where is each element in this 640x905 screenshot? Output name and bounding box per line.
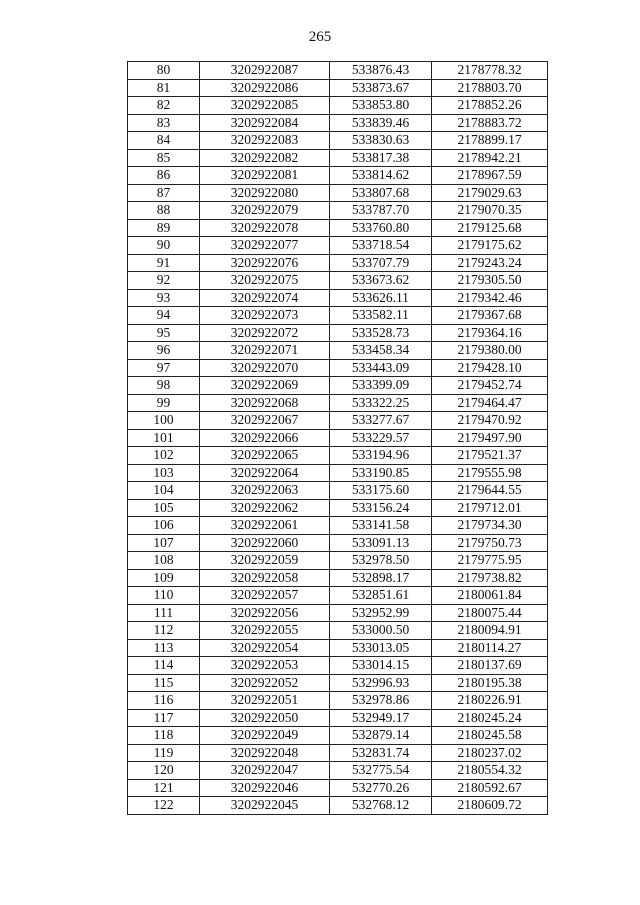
y-coordinate-cell: 2178852.26 (432, 97, 548, 115)
point-id-cell: 3202922085 (200, 97, 330, 115)
x-coordinate-cell: 533873.67 (330, 79, 432, 97)
point-id-cell: 3202922077 (200, 237, 330, 255)
point-number-cell: 115 (128, 674, 200, 692)
table-row (128, 254, 548, 272)
table-row (128, 359, 548, 377)
y-coordinate-cell: 2179243.24 (432, 254, 548, 272)
x-coordinate-cell: 532952.99 (330, 604, 432, 622)
x-coordinate-cell: 533175.60 (330, 482, 432, 500)
table-row (128, 132, 548, 150)
x-coordinate-cell: 533141.58 (330, 517, 432, 535)
y-coordinate-cell: 2179428.10 (432, 359, 548, 377)
table-row (128, 62, 548, 80)
x-coordinate-cell: 532996.93 (330, 674, 432, 692)
point-number-cell: 111 (128, 604, 200, 622)
y-coordinate-cell: 2179125.68 (432, 219, 548, 237)
x-coordinate-cell: 533839.46 (330, 114, 432, 132)
point-id-cell: 3202922054 (200, 639, 330, 657)
point-number-cell: 86 (128, 167, 200, 185)
y-coordinate-cell: 2179521.37 (432, 447, 548, 465)
y-coordinate-cell: 2179364.16 (432, 324, 548, 342)
x-coordinate-cell: 533000.50 (330, 622, 432, 640)
x-coordinate-cell: 533787.70 (330, 202, 432, 220)
point-id-cell: 3202922050 (200, 709, 330, 727)
x-coordinate-cell: 533458.34 (330, 342, 432, 360)
y-coordinate-cell: 2179305.50 (432, 272, 548, 290)
point-number-cell: 113 (128, 639, 200, 657)
table-row (128, 797, 548, 815)
point-id-cell: 3202922074 (200, 289, 330, 307)
y-coordinate-cell: 2179175.62 (432, 237, 548, 255)
y-coordinate-cell: 2179555.98 (432, 464, 548, 482)
point-id-cell: 3202922051 (200, 692, 330, 710)
y-coordinate-cell: 2179029.63 (432, 184, 548, 202)
x-coordinate-cell: 532770.26 (330, 779, 432, 797)
point-number-cell: 106 (128, 517, 200, 535)
y-coordinate-cell: 2179738.82 (432, 569, 548, 587)
point-id-cell: 3202922075 (200, 272, 330, 290)
point-number-cell: 90 (128, 237, 200, 255)
y-coordinate-cell: 2179734.30 (432, 517, 548, 535)
x-coordinate-cell: 533528.73 (330, 324, 432, 342)
point-id-cell: 3202922063 (200, 482, 330, 500)
y-coordinate-cell: 2178967.59 (432, 167, 548, 185)
point-id-cell: 3202922060 (200, 534, 330, 552)
point-number-cell: 92 (128, 272, 200, 290)
page-number: 265 (308, 29, 332, 45)
point-id-cell: 3202922066 (200, 429, 330, 447)
y-coordinate-cell: 2180609.72 (432, 797, 548, 815)
table-row (128, 657, 548, 675)
point-number-cell: 88 (128, 202, 200, 220)
table-row (128, 342, 548, 360)
x-coordinate-cell: 533807.68 (330, 184, 432, 202)
x-coordinate-cell: 532831.74 (330, 744, 432, 762)
point-number-cell: 119 (128, 744, 200, 762)
x-coordinate-cell: 533814.62 (330, 167, 432, 185)
table-row (128, 149, 548, 167)
point-id-cell: 3202922073 (200, 307, 330, 325)
x-coordinate-cell: 533014.15 (330, 657, 432, 675)
y-coordinate-cell: 2178899.17 (432, 132, 548, 150)
table-row (128, 394, 548, 412)
point-number-cell: 109 (128, 569, 200, 587)
point-id-cell: 3202922047 (200, 762, 330, 780)
y-coordinate-cell: 2178883.72 (432, 114, 548, 132)
table-row (128, 237, 548, 255)
y-coordinate-cell: 2179342.46 (432, 289, 548, 307)
table-row (128, 674, 548, 692)
x-coordinate-cell: 532768.12 (330, 797, 432, 815)
point-number-cell: 82 (128, 97, 200, 115)
point-id-cell: 3202922079 (200, 202, 330, 220)
table-row (128, 307, 548, 325)
table-row (128, 447, 548, 465)
point-number-cell: 93 (128, 289, 200, 307)
x-coordinate-cell: 533626.11 (330, 289, 432, 307)
x-coordinate-cell: 533156.24 (330, 499, 432, 517)
point-id-cell: 3202922057 (200, 587, 330, 605)
point-number-cell: 80 (128, 62, 200, 80)
point-number-cell: 87 (128, 184, 200, 202)
point-id-cell: 3202922087 (200, 62, 330, 80)
point-number-cell: 118 (128, 727, 200, 745)
point-number-cell: 89 (128, 219, 200, 237)
table-row (128, 517, 548, 535)
x-coordinate-cell: 533707.79 (330, 254, 432, 272)
point-number-cell: 117 (128, 709, 200, 727)
table-row (128, 219, 548, 237)
point-number-cell: 121 (128, 779, 200, 797)
point-id-cell: 3202922053 (200, 657, 330, 675)
table-row (128, 709, 548, 727)
coordinate-table-body (128, 62, 548, 815)
x-coordinate-cell: 533760.80 (330, 219, 432, 237)
coordinate-table (127, 61, 548, 815)
y-coordinate-cell: 2179367.68 (432, 307, 548, 325)
x-coordinate-cell: 533830.63 (330, 132, 432, 150)
x-coordinate-cell: 533194.96 (330, 447, 432, 465)
y-coordinate-cell: 2179750.73 (432, 534, 548, 552)
point-id-cell: 3202922080 (200, 184, 330, 202)
y-coordinate-cell: 2180245.58 (432, 727, 548, 745)
table-row (128, 184, 548, 202)
point-id-cell: 3202922076 (200, 254, 330, 272)
y-coordinate-cell: 2180554.32 (432, 762, 548, 780)
y-coordinate-cell: 2180245.24 (432, 709, 548, 727)
point-number-cell: 114 (128, 657, 200, 675)
x-coordinate-cell: 533229.57 (330, 429, 432, 447)
point-id-cell: 3202922081 (200, 167, 330, 185)
point-number-cell: 98 (128, 377, 200, 395)
point-id-cell: 3202922083 (200, 132, 330, 150)
point-number-cell: 100 (128, 412, 200, 430)
point-id-cell: 3202922070 (200, 359, 330, 377)
y-coordinate-cell: 2180226.91 (432, 692, 548, 710)
point-id-cell: 3202922082 (200, 149, 330, 167)
y-coordinate-cell: 2178778.32 (432, 62, 548, 80)
y-coordinate-cell: 2180114.27 (432, 639, 548, 657)
table-row (128, 604, 548, 622)
x-coordinate-cell: 533876.43 (330, 62, 432, 80)
point-number-cell: 91 (128, 254, 200, 272)
table-row (128, 552, 548, 570)
table-row (128, 464, 548, 482)
y-coordinate-cell: 2179464.47 (432, 394, 548, 412)
y-coordinate-cell: 2180137.69 (432, 657, 548, 675)
point-number-cell: 104 (128, 482, 200, 500)
y-coordinate-cell: 2179712.01 (432, 499, 548, 517)
point-id-cell: 3202922071 (200, 342, 330, 360)
table-row (128, 762, 548, 780)
point-number-cell: 101 (128, 429, 200, 447)
point-number-cell: 122 (128, 797, 200, 815)
y-coordinate-cell: 2179470.92 (432, 412, 548, 430)
point-number-cell: 83 (128, 114, 200, 132)
table-row (128, 499, 548, 517)
table-row (128, 482, 548, 500)
point-number-cell: 120 (128, 762, 200, 780)
x-coordinate-cell: 532949.17 (330, 709, 432, 727)
table-row (128, 167, 548, 185)
x-coordinate-cell: 533582.11 (330, 307, 432, 325)
table-row (128, 272, 548, 290)
point-number-cell: 103 (128, 464, 200, 482)
point-id-cell: 3202922078 (200, 219, 330, 237)
y-coordinate-cell: 2178803.70 (432, 79, 548, 97)
y-coordinate-cell: 2179380.00 (432, 342, 548, 360)
x-coordinate-cell: 533277.67 (330, 412, 432, 430)
y-coordinate-cell: 2180237.02 (432, 744, 548, 762)
table-row (128, 97, 548, 115)
point-number-cell: 99 (128, 394, 200, 412)
y-coordinate-cell: 2180094.91 (432, 622, 548, 640)
x-coordinate-cell: 532978.86 (330, 692, 432, 710)
table-row (128, 289, 548, 307)
point-id-cell: 3202922086 (200, 79, 330, 97)
point-id-cell: 3202922056 (200, 604, 330, 622)
x-coordinate-cell: 532898.17 (330, 569, 432, 587)
point-number-cell: 116 (128, 692, 200, 710)
point-id-cell: 3202922048 (200, 744, 330, 762)
point-number-cell: 105 (128, 499, 200, 517)
table-row (128, 569, 548, 587)
point-number-cell: 112 (128, 622, 200, 640)
table-row (128, 744, 548, 762)
x-coordinate-cell: 533190.85 (330, 464, 432, 482)
point-id-cell: 3202922055 (200, 622, 330, 640)
x-coordinate-cell: 533399.09 (330, 377, 432, 395)
table-row (128, 622, 548, 640)
table-row (128, 377, 548, 395)
point-number-cell: 96 (128, 342, 200, 360)
x-coordinate-cell: 533817.38 (330, 149, 432, 167)
point-number-cell: 110 (128, 587, 200, 605)
y-coordinate-cell: 2179070.35 (432, 202, 548, 220)
table-row (128, 429, 548, 447)
y-coordinate-cell: 2178942.21 (432, 149, 548, 167)
x-coordinate-cell: 533718.54 (330, 237, 432, 255)
x-coordinate-cell: 532775.54 (330, 762, 432, 780)
point-id-cell: 3202922069 (200, 377, 330, 395)
point-id-cell: 3202922045 (200, 797, 330, 815)
point-id-cell: 3202922068 (200, 394, 330, 412)
point-id-cell: 3202922067 (200, 412, 330, 430)
x-coordinate-cell: 532851.61 (330, 587, 432, 605)
x-coordinate-cell: 532879.14 (330, 727, 432, 745)
x-coordinate-cell: 533013.05 (330, 639, 432, 657)
point-number-cell: 84 (128, 132, 200, 150)
y-coordinate-cell: 2179497.90 (432, 429, 548, 447)
point-id-cell: 3202922046 (200, 779, 330, 797)
point-id-cell: 3202922052 (200, 674, 330, 692)
table-row (128, 639, 548, 657)
table-row (128, 779, 548, 797)
point-id-cell: 3202922049 (200, 727, 330, 745)
point-id-cell: 3202922084 (200, 114, 330, 132)
point-id-cell: 3202922061 (200, 517, 330, 535)
point-id-cell: 3202922065 (200, 447, 330, 465)
table-row (128, 202, 548, 220)
table-row (128, 324, 548, 342)
x-coordinate-cell: 533853.80 (330, 97, 432, 115)
point-id-cell: 3202922058 (200, 569, 330, 587)
table-row (128, 587, 548, 605)
point-number-cell: 107 (128, 534, 200, 552)
table-row (128, 79, 548, 97)
point-number-cell: 85 (128, 149, 200, 167)
point-id-cell: 3202922064 (200, 464, 330, 482)
y-coordinate-cell: 2180061.84 (432, 587, 548, 605)
point-number-cell: 108 (128, 552, 200, 570)
table-row (128, 412, 548, 430)
y-coordinate-cell: 2179644.55 (432, 482, 548, 500)
point-id-cell: 3202922059 (200, 552, 330, 570)
table-row (128, 534, 548, 552)
x-coordinate-cell: 533443.09 (330, 359, 432, 377)
y-coordinate-cell: 2179775.95 (432, 552, 548, 570)
x-coordinate-cell: 533091.13 (330, 534, 432, 552)
point-number-cell: 102 (128, 447, 200, 465)
x-coordinate-cell: 533322.25 (330, 394, 432, 412)
x-coordinate-cell: 532978.50 (330, 552, 432, 570)
table-row (128, 727, 548, 745)
x-coordinate-cell: 533673.62 (330, 272, 432, 290)
point-number-cell: 95 (128, 324, 200, 342)
table-row (128, 114, 548, 132)
y-coordinate-cell: 2180075.44 (432, 604, 548, 622)
y-coordinate-cell: 2180592.67 (432, 779, 548, 797)
point-id-cell: 3202922072 (200, 324, 330, 342)
point-id-cell: 3202922062 (200, 499, 330, 517)
y-coordinate-cell: 2179452.74 (432, 377, 548, 395)
point-number-cell: 97 (128, 359, 200, 377)
table-row (128, 692, 548, 710)
y-coordinate-cell: 2180195.38 (432, 674, 548, 692)
point-number-cell: 81 (128, 79, 200, 97)
point-number-cell: 94 (128, 307, 200, 325)
